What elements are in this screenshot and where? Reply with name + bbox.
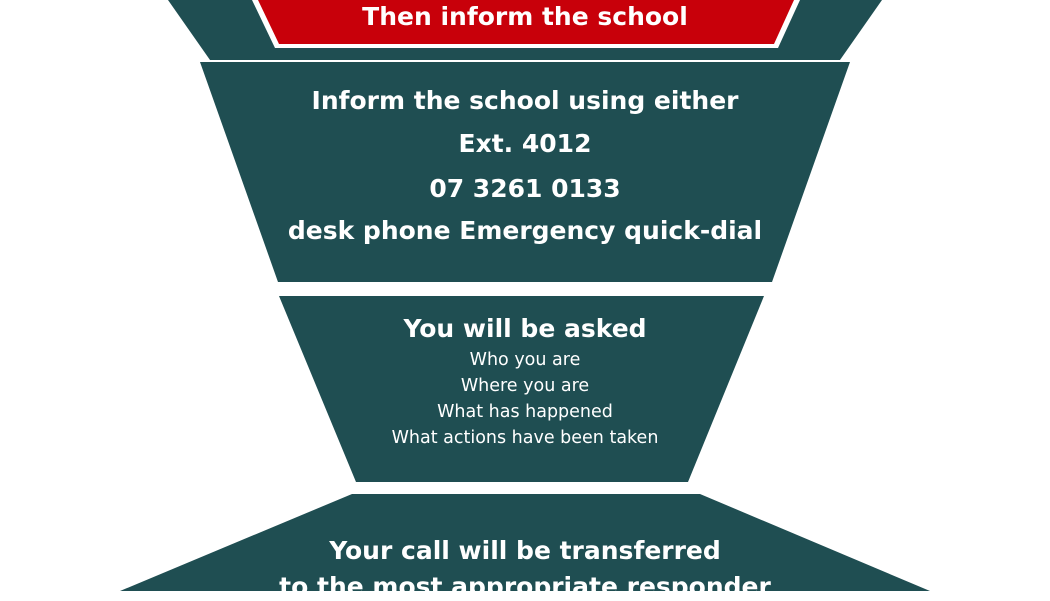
asked-item: Where you are <box>460 376 590 396</box>
inform-heading: Inform the school using either <box>311 86 739 115</box>
asked-item: What has happened <box>437 402 613 422</box>
inform-option-quick-dial: desk phone Emergency quick-dial <box>287 216 763 245</box>
inform-option-phone: 07 3261 0133 <box>429 174 621 203</box>
transfer-line-2: to the most appropriate responder <box>279 572 771 601</box>
asked-item: Who you are <box>469 350 581 370</box>
asked-heading: You will be asked <box>403 314 647 343</box>
inform-option-extension: Ext. 4012 <box>458 129 592 158</box>
transfer-line-1: Your call will be transferred <box>329 536 721 565</box>
top-banner-text: Then inform the school <box>362 2 688 31</box>
asked-item: What actions have been taken <box>391 428 659 448</box>
